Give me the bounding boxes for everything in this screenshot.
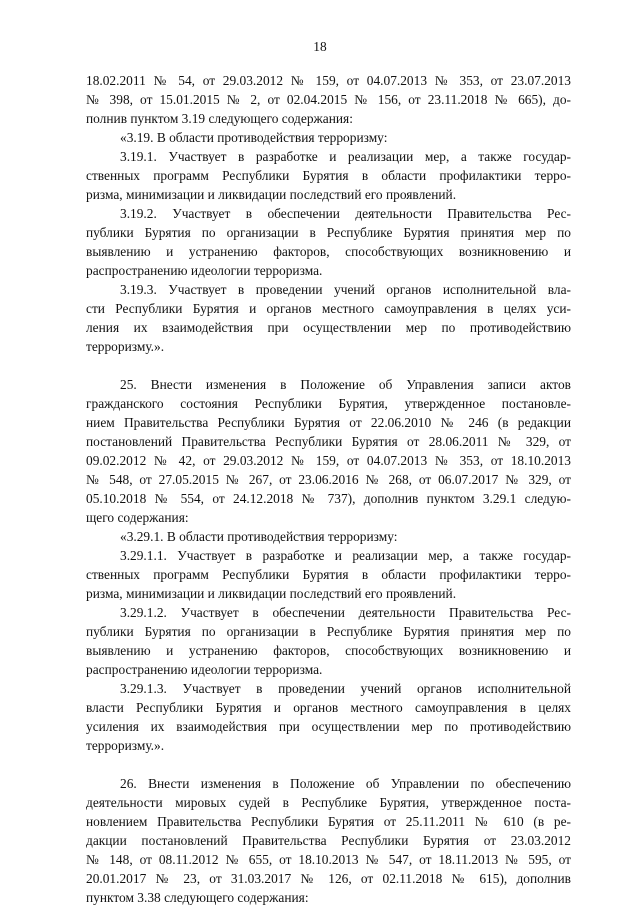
text-line: 3.29.1.3. Участвует в проведении учений органов исполнительной (120, 681, 571, 696)
text-line: выявлению и устранению факторов, способствующих возникновению и (86, 244, 571, 259)
text-line: ризма, минимизации и ликвидации последствий его проявлений. (86, 187, 457, 202)
text-line: ления их взаимодействия при осуществлении мер по противодействию (86, 320, 571, 335)
text-line: 05.10.2018 № 554, от 24.12.2018 № 737), дополнив пунктом 3.29.1 следую- (86, 491, 571, 506)
paragraph (86, 71, 571, 128)
text-line: 26. Внести изменения в Положение об Управлении по обеспечению (120, 776, 571, 791)
text-line: 3.19.2. Участвует в обеспечении деятельности Правительства Рес- (120, 206, 571, 221)
text-line: полнив пунктом 3.19 следующего содержания: (86, 111, 353, 126)
paragraph (86, 375, 571, 527)
text-line: 09.02.2012 № 42, от 29.03.2012 № 159, от 04.07.2013 № 353, от 18.10.2013 (86, 453, 571, 468)
text-line: новлением Правительства Республики Бурятия от 25.11.2011 № 610 (в ре- (86, 814, 571, 829)
page-number: 18 (313, 39, 327, 54)
paragraph (86, 546, 571, 603)
text-line: постановлений Правительства Республики Бурятия от 28.06.2011 № 329, от (86, 434, 571, 449)
text-line: выявлению и устранению факторов, способствующих возникновению и (86, 643, 571, 658)
text-line: № 398, от 15.01.2015 № 2, от 02.04.2015 № 156, от 23.11.2018 № 665), до- (86, 92, 571, 107)
text-line: 25. Внести изменения в Положение об Управления записи актов (120, 377, 571, 392)
paragraph-spacer (86, 356, 571, 375)
text-line: пунктом 3.38 следующего содержания: (86, 890, 309, 905)
text-line: публики Бурятия по организации в Республике Бурятия принятия мер по (86, 624, 571, 639)
text-line: ственных программ Республики Бурятия в области профилактики терро- (86, 567, 571, 582)
text-line: терроризму.». (86, 738, 165, 753)
paragraph-spacer (86, 755, 571, 774)
paragraph (86, 128, 571, 147)
paragraph (86, 603, 571, 679)
text-line: публики Бурятия по организации в Республике Бурятия принятия мер по (86, 225, 571, 240)
text-line: щего содержания: (86, 510, 189, 525)
paragraph (86, 204, 571, 280)
text-line: деятельности мировых судей в Республике Бурятия, утвержденное поста- (86, 795, 571, 810)
text-line: «3.29.1. В области противодействия терроризму: (120, 529, 398, 544)
paragraph (86, 774, 571, 907)
text-line: ственных программ Республики Бурятия в области профилактики терро- (86, 168, 571, 183)
text-line: сти Республики Бурятия и органов местного самоуправления в целях уси- (86, 301, 571, 316)
text-line: власти Республики Бурятия и органов местного самоуправления в целях (86, 700, 571, 715)
text-line: 3.29.1.2. Участвует в обеспечении деятельности Правительства Рес- (120, 605, 571, 620)
paragraph (86, 280, 571, 356)
text-line: ризма, минимизации и ликвидации последствий его проявлений. (86, 586, 457, 601)
text-line: распространению идеологии терроризма. (86, 662, 323, 677)
text-line: 3.29.1.1. Участвует в разработке и реализации мер, а также государ- (120, 548, 571, 563)
text-line: гражданского состояния Республики Бурятия, утвержденное постановле- (86, 396, 571, 411)
text-line: 3.19.3. Участвует в проведении учений органов исполнительной вла- (120, 282, 571, 297)
paragraph (86, 679, 571, 755)
document-body (86, 71, 571, 907)
text-line: распространению идеологии терроризма. (86, 263, 323, 278)
text-line: № 548, от 27.05.2015 № 267, от 23.06.2016 № 268, от 06.07.2017 № 329, от (86, 472, 571, 487)
paragraph (86, 527, 571, 546)
text-line: терроризму.». (86, 339, 165, 354)
paragraph (86, 147, 571, 204)
text-line: 18.02.2011 № 54, от 29.03.2012 № 159, от 04.07.2013 № 353, от 23.07.2013 (86, 73, 571, 88)
text-line: 3.19.1. Участвует в разработке и реализации мер, а также государ- (120, 149, 571, 164)
text-line: нием Правительства Республики Бурятия от 22.06.2010 № 246 (в редакции (86, 415, 571, 430)
text-line: «3.19. В области противодействия терроризму: (120, 130, 388, 145)
text-line: дакции постановлений Правительства Республики Бурятия от 23.03.2012 (86, 833, 571, 848)
text-line: № 148, от 08.11.2012 № 655, от 18.10.2013 № 547, от 18.11.2013 № 595, от (86, 852, 571, 867)
text-line: 20.01.2017 № 23, от 31.03.2017 № 126, от 02.11.2018 № 615), дополнив (86, 871, 571, 886)
text-line: усиления их взаимодействия при осуществлении мер по противодействию (86, 719, 571, 734)
